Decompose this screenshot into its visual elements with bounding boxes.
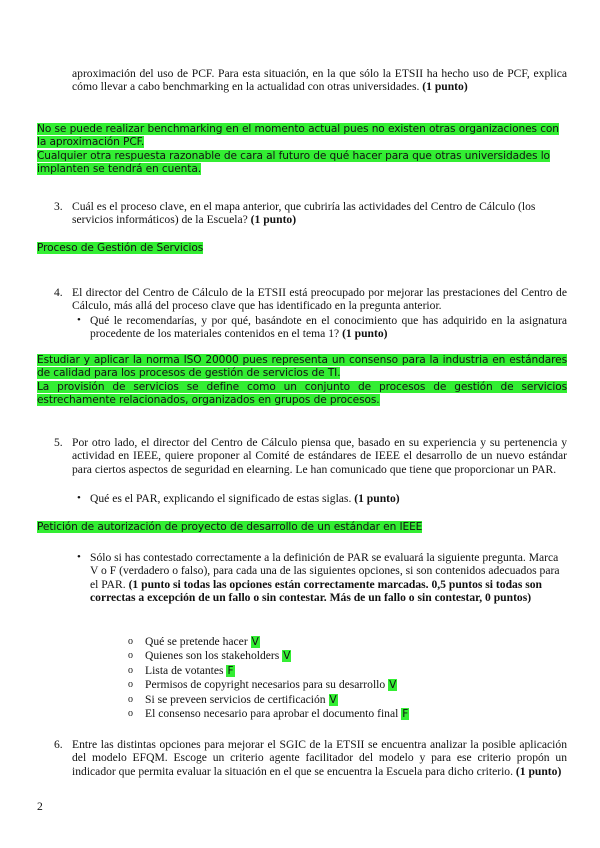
question-3-text: Cuál es el proceso clave, en el mapa anterior, que cubriría las actividades del Centro de Cálculo (los servicios informáticos) de la Escuela? xyxy=(72,200,536,227)
option-answer: V xyxy=(389,679,397,691)
option-answer: V xyxy=(329,694,337,706)
page-number: 2 xyxy=(37,800,43,813)
option-item xyxy=(145,649,291,663)
question-4-sub-text: Qué le recomendarías, y por qué, basándote en el conocimiento que has adquirido en la asignatura procedente de los materiales contenidos en el tema 1? xyxy=(90,314,567,341)
question-5-sub-text: Qué es el PAR, explicando el significado de estas siglas. xyxy=(90,492,355,505)
option-answer: V xyxy=(251,636,259,648)
intro-text: aproximación del uso de PCF. Para esta situación, en la que sólo la ETSII ha hecho uso de PCF, explica cómo llevar a cabo benchmarking en la actualidad con otras universidades. xyxy=(72,67,567,94)
option-item xyxy=(145,707,409,721)
question-6-points: (1 punto) xyxy=(515,764,562,778)
option-label: Si se preveen servicios de certificación xyxy=(145,693,326,706)
answer-1 xyxy=(37,123,567,177)
question-6-number: 6. xyxy=(54,738,63,751)
question-6 xyxy=(72,738,567,778)
option-marker: o xyxy=(128,694,133,705)
question-5b xyxy=(90,551,567,605)
question-3-number: 3. xyxy=(54,200,63,213)
answer-5-text: Petición de autorización de proyecto de desarrollo de un estándar en IEEE xyxy=(37,521,423,533)
question-3-points: (1 punto) xyxy=(250,213,297,227)
option-marker: o xyxy=(128,665,133,676)
question-3 xyxy=(72,200,567,227)
option-label: Quienes son los stakeholders xyxy=(145,649,280,662)
option-marker: o xyxy=(128,708,133,719)
option-item xyxy=(145,693,338,707)
question-6-text: Entre las distintas opciones para mejorar el SGIC de la ETSII se encuentra analizar la posible aplicación del modelo EFQM. Escoge un criterio agente facilitador del modelo y para ese criterio propón un indicador que permita evaluar la situación en el que se encuentra la Escuela para dicho criterio. xyxy=(72,738,567,778)
option-marker: o xyxy=(128,679,133,690)
option-item xyxy=(145,678,397,692)
option-label: Permisos de copyright necesarios para su desarrollo xyxy=(145,678,386,691)
question-5-sub xyxy=(90,492,567,505)
option-item xyxy=(145,635,260,649)
answer-3 xyxy=(37,242,203,255)
question-4-number: 4. xyxy=(54,286,63,299)
option-answer: F xyxy=(227,665,234,677)
option-answer: F xyxy=(402,708,409,720)
answer-4 xyxy=(37,354,567,408)
question-4-sub-points: (1 punto) xyxy=(342,327,388,341)
question-4-sub xyxy=(90,314,567,341)
question-5-number: 5. xyxy=(54,436,63,449)
option-label: El consenso necesario para aprobar el documento final xyxy=(145,707,399,720)
question-5-text: Por otro lado, el director del Centro de Cálculo piensa que, basado en su experiencia y su pertenencia y actividad en IEEE, quiere proponer al Comité de estándares de IEEE el desarrollo de un nuevo estándar para ciertos aspectos de seguridad en elearning. Le han comunicado que tiene que proporcionar un PAR. xyxy=(72,436,567,476)
question-4-text: El director del Centro de Cálculo de la ETSII está preocupado por mejorar las prestaciones del Centro de Cálculo, más allá del proceso clave que has identificado en la pregunta anterior. xyxy=(72,286,567,313)
answer-5 xyxy=(37,521,422,534)
answer-1-line-1: No se puede realizar benchmarking en el momento actual pues no existen otras organizaciones con la aproximación PCF. xyxy=(37,123,559,149)
question-5b-text: Sólo si has contestado correctamente a la definición de PAR se evaluará la siguiente pregunta. Marca V o F (verdadero o falso), para cada una de las siguientes opciones, si son contenidos adecuados para el PAR. xyxy=(90,551,560,591)
question-5b-bullet: • xyxy=(77,551,81,563)
answer-4-line-2: La provisión de servicios se define como un conjunto de procesos de gestión de servicios estrechamente relacionados, organizados en grupos de procesos. xyxy=(37,380,567,407)
question-5b-bold: (1 punto si todas las opciones están correctamente marcadas. 0,5 puntos si todas son correctas a excepción de un fallo o sin contestar. Más de un fallo o sin contestar, 0 puntos) xyxy=(90,577,542,605)
intro-paragraph xyxy=(72,67,567,94)
option-marker: o xyxy=(128,636,133,647)
question-4-bullet: • xyxy=(77,314,81,326)
question-5-sub-points: (1 punto) xyxy=(354,492,400,505)
intro-points: (1 punto) xyxy=(422,80,468,94)
option-answer: V xyxy=(283,650,291,662)
answer-3-text: Proceso de Gestión de Servicios xyxy=(37,242,204,254)
option-label: Qué se pretende hacer xyxy=(145,635,248,648)
option-marker: o xyxy=(128,650,133,661)
question-5-bullet: • xyxy=(77,492,81,504)
option-label: Lista de votantes xyxy=(145,664,224,677)
answer-4-line-1: Estudiar y aplicar la norma ISO 20000 pues representa un consenso para la industria en estándares de calidad para los procesos de gestión de servicios de TI. xyxy=(37,354,567,380)
option-item xyxy=(145,664,235,678)
answer-1-line-2: Cualquier otra respuesta razonable de cara al futuro de qué hacer para que otras universidades lo implanten se tendrá en cuenta. xyxy=(37,149,550,176)
